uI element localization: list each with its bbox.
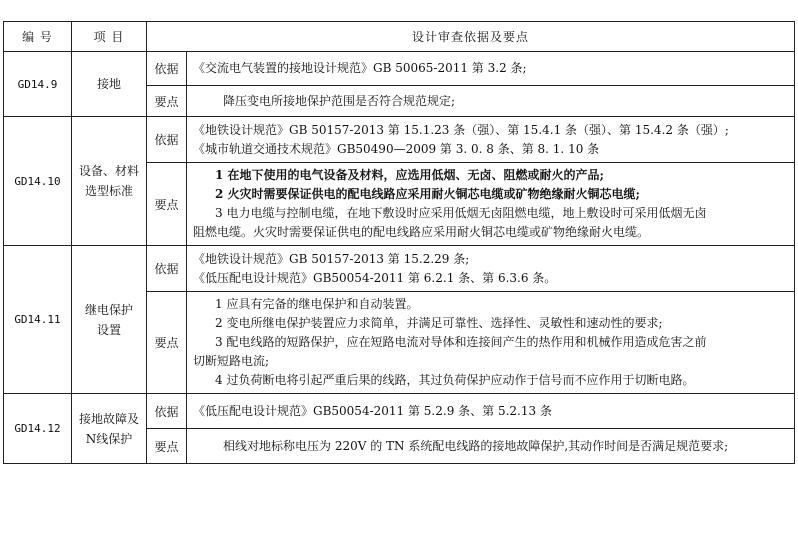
header-item: 项 目 — [72, 22, 147, 52]
points-content — [187, 163, 795, 246]
row-code: GD14.10 — [4, 117, 72, 246]
basis-line: 《交流电气装置的接地设计规范》GB 50065-2011 第 3.2 条; — [193, 61, 527, 75]
row-item: 接地 — [72, 52, 147, 117]
row-code: GD14.9 — [4, 52, 72, 117]
basis-line: 《地铁设计规范》GB 50157-2013 第 15.1.23 条（强）、第 15.4.1 条（强）、第 15.4.2 条（强）; — [193, 122, 729, 137]
points-label: 要点 — [147, 292, 187, 394]
points-content — [187, 86, 795, 117]
points-line: 阻燃电缆。火灾时需要保证供电的配电线路应采用耐火铜芯电缆或矿物绝缘耐火电缆。 — [193, 225, 650, 239]
points-line: 降压变电所接地保护范围是否符合规范规定; — [223, 93, 456, 108]
table-row — [4, 52, 795, 86]
points-line: 切断短路电流; — [193, 354, 270, 368]
basis-label: 依据 — [147, 394, 187, 429]
points-label: 要点 — [147, 429, 187, 464]
points-label: 要点 — [147, 163, 187, 246]
row-code: GD14.12 — [4, 394, 72, 464]
table-row — [4, 394, 795, 429]
header-number: 编 号 — [4, 22, 72, 52]
basis-line: 《低压配电设计规范》GB50054-2011 第 5.2.9 条、第 5.2.13 条 — [193, 403, 552, 418]
row-code: GD14.11 — [4, 246, 72, 394]
table-header-row — [4, 22, 795, 52]
review-table — [3, 21, 795, 464]
points-line: 相线对地标称电压为 220V 的 TN 系统配电线路的接地故障保护,其动作时间是否满足规范要求; — [223, 438, 729, 453]
points-line: 3 配电线路的短路保护，应在短路电流对导体和连接间产生的热作用和机械作用造成危害之前 — [215, 335, 707, 349]
basis-line: 《地铁设计规范》GB 50157-2013 第 15.2.29 条; — [193, 251, 470, 266]
points-label: 要点 — [147, 86, 187, 117]
basis-line: 《城市轨道交通技术规范》GB50490—2009 第 3. 0. 8 条、第 8. 1. 10 条 — [193, 141, 600, 156]
table-row — [4, 117, 795, 163]
points-line: 2 火灾时需要保证供电的配电线路应采用耐火铜芯电缆或矿物绝缘耐火铜芯电缆; — [215, 187, 640, 201]
basis-label: 依据 — [147, 52, 187, 86]
row-item — [72, 117, 147, 246]
points-line: 1 在地下使用的电气设备及材料，应选用低烟、无卤、阻燃或耐火的产品; — [215, 168, 604, 182]
row-item-text: 接地故障及N线保护 — [78, 411, 139, 446]
points-content — [187, 292, 795, 394]
points-line: 2 变电所继电保护装置应力求简单，并满足可靠性、选择性、灵敏性和速动性的要求; — [215, 316, 663, 330]
basis-line: 《低压配电设计规范》GB50054-2011 第 6.2.1 条、第 6.3.6 条。 — [193, 270, 557, 285]
row-item — [72, 394, 147, 464]
basis-content — [187, 117, 795, 163]
points-line: 3 电力电缆与控制电缆，在地下敷设时应采用低烟无卤阻燃电缆，地上敷设时可采用低烟无卤 — [215, 206, 707, 220]
row-item-text: 设备、材料选型标准 — [78, 164, 139, 198]
row-item-text: 继电保护设置 — [84, 302, 133, 337]
points-content — [187, 429, 795, 464]
header-content: 设计审查依据及要点 — [147, 22, 795, 52]
basis-content — [187, 52, 795, 86]
basis-content — [187, 394, 795, 429]
row-item — [72, 246, 147, 394]
basis-label: 依据 — [147, 246, 187, 292]
points-line: 1 应具有完备的继电保护和自动装置。 — [215, 297, 419, 311]
table-row — [4, 246, 795, 292]
basis-label: 依据 — [147, 117, 187, 163]
points-line: 4 过负荷断电将引起严重后果的线路，其过负荷保护应动作于信号而不应作用于切断电路。 — [215, 373, 695, 387]
basis-content — [187, 246, 795, 292]
